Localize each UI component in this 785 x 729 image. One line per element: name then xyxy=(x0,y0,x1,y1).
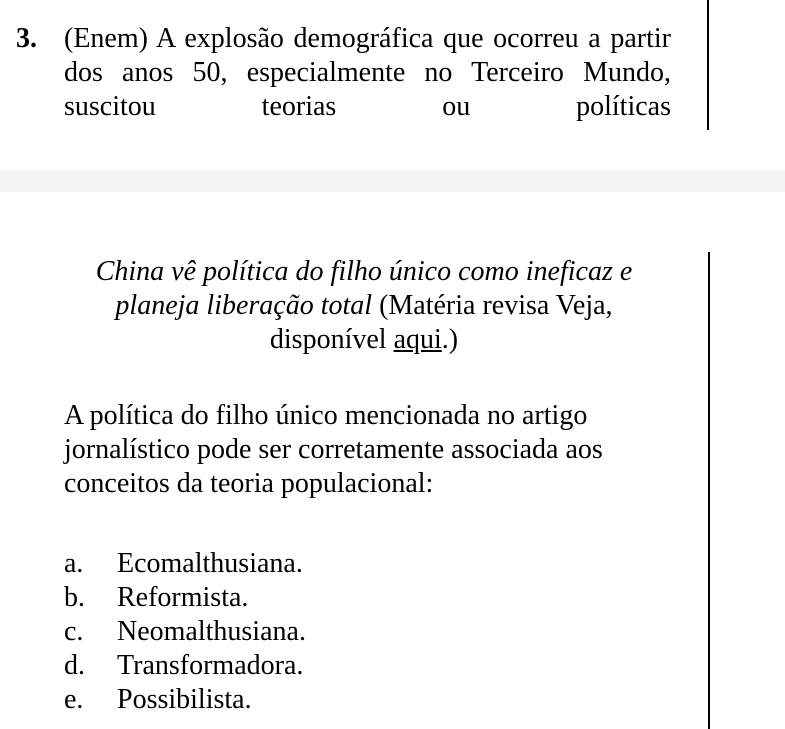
option-letter: c. xyxy=(64,616,84,647)
option-text: Reformista. xyxy=(117,582,249,613)
option-text: Ecomalthusiana. xyxy=(117,548,303,579)
article-link[interactable]: aqui xyxy=(393,324,442,355)
option-text: Possibilista. xyxy=(117,684,252,715)
option-letter: d. xyxy=(64,650,85,681)
section-separator xyxy=(0,170,785,192)
article-quote xyxy=(60,255,668,357)
vertical-divider-top xyxy=(707,0,709,130)
option-letter: e. xyxy=(64,684,84,715)
option-text: Transformadora. xyxy=(117,650,304,681)
question-text: (Enem) A explosão demográfica que ocorreu a partir dos anos 50, especialmente no Terceiro Mundo, suscitou teorias ou políticas xyxy=(64,23,671,122)
article-source-suffix: .) xyxy=(441,324,459,355)
vertical-divider-bottom xyxy=(708,252,710,729)
article-title: China vê política do filho único como ineficaz e planeja liberação total xyxy=(95,256,633,321)
question-prompt: A política do filho único mencionada no artigo jornalístico pode ser corretamente associada aos conceitos da teoria populacional: xyxy=(64,400,603,499)
option-letter: b. xyxy=(64,582,85,613)
question-block xyxy=(16,22,671,124)
option-text: Neomalthusiana. xyxy=(117,616,306,647)
article-source-prefix: (Matéria revisa Veja, disponível xyxy=(269,290,613,355)
question-number: 3. xyxy=(16,23,37,54)
option-letter: a. xyxy=(64,548,84,579)
